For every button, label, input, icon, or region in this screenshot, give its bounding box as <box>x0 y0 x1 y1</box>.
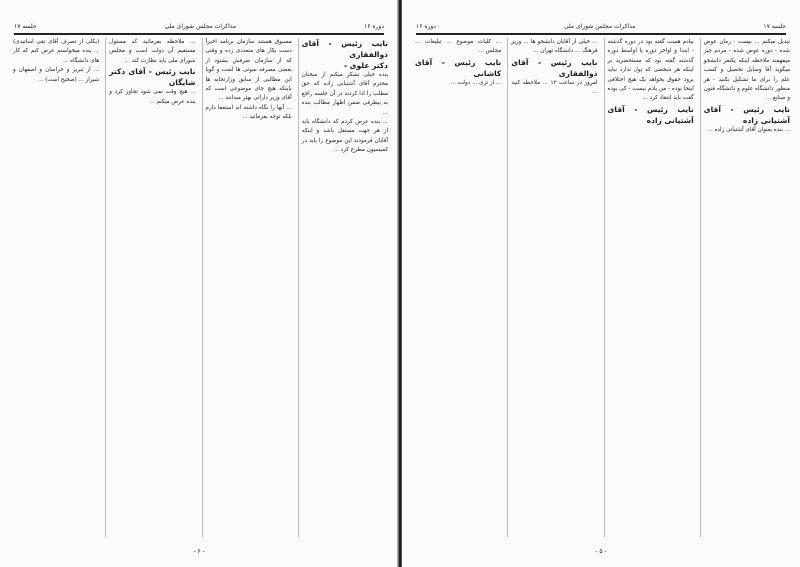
session-label: جلسه ۱۷ <box>763 22 786 30</box>
paragraph: ... هیچ وقت نمی شود تجاوز کرد و بنده عرض میکنم ... <box>109 89 196 105</box>
header-rule <box>416 33 786 35</box>
paragraph: بنده خیلی تشکر میکنم از سخنان محترم آقای آشتیانی زاده که حق مطلب را ادا کردند در آن جلسه راجع به بیطرفی ضمن اظهار مطالب بنده ... <box>301 72 388 116</box>
paragraph: ... بنده بعنوان آقای آشتیانی زاده ... <box>707 126 790 133</box>
paragraph: امروز در ساعت ۱۲ ... ملاحظه کنید ... <box>511 79 598 96</box>
speaker-heading: نایب رئیس - آقای کاشانی <box>415 57 502 78</box>
text-column <box>202 38 292 537</box>
text-column <box>105 38 195 537</box>
paragraph: ... بنده عرض کردم که دانشگاه باید از هر جهت مستقل باشد و اینکه آقایان فرمودند این موضوع را باید در کمیسیون مطرح کرد ... <box>301 119 388 154</box>
right-page-header <box>416 20 786 32</box>
speaker-heading: دکتر علوی - <box>343 61 388 70</box>
speaker-heading: نایب رئیس - آقای آشتیانی زاده <box>703 104 790 125</box>
speaker-heading: نایب رئیس - آقای ذوالفقاری <box>511 57 598 78</box>
page-number: - ۶ - <box>193 548 205 555</box>
paragraph: ... از تبریز و خراسان و اصفهان و شیراز ... (صحیح است) ... <box>13 67 100 83</box>
paragraph: (بکلی از تصرف آقای تقی اساتیدی) ... بنده میخواستم عرض کنم که کار های دانشگاه ... <box>13 39 100 64</box>
page-number: - ۵ - <box>595 548 607 555</box>
text-column <box>700 38 790 537</box>
paragraph: ... کلیات موضوع ... تبلیغات ... مجلس ... <box>415 39 502 55</box>
session-label: جلسه ۱۷ <box>14 22 37 30</box>
right-page-columns <box>412 38 790 537</box>
paragraph: تبدیل میکنم ... بیست - زمان عوض شده - دوره عوض شده - مردم چیز میفهمند ملاحظه اینکه یکنفر دانشجو میگوید آقا وسایل تحصیل و کسب علم را برای ما تشکیل بکنید - هر منظور دانشگاه علوم و دانشگاه فنون و صنایع ... <box>703 39 790 102</box>
publication-title: مذاکرات مجلس شورای ملی <box>164 22 237 30</box>
text-column <box>10 38 99 537</box>
paragraph: ... آنها را نگاه داشته اند استعفا دارم بلکه توجه بفرمائید ... <box>205 104 292 121</box>
left-page <box>0 0 398 567</box>
speaker-heading: نایب رئیس - آقای ذوالفقاری <box>301 39 388 59</box>
paragraph: مسبوق هستند سازمان برنامه اخیراً دست بکار های متعددی زده و وقتی که از سازمان صرفش بشنود از بعضی مصرفه سوئی ها است و گویا این مطالبی از سابق وزارتخانه ها باینکه هیچ جای موضوعی است که آقای وزیر دارائی بهتر میدانند ... <box>205 39 292 102</box>
paragraph: بیادم هست گفته بود در دوره گذشته - ابتدا و اواخر دوره یا اواسط دوره گذشته گفته بود که مستحضرید بر اینکه هر شخصی که پول ندارد نباید برود حقوق بخواهد یک هیچ اختلافی اینجا بوده - من یادم نیست - کی بوده گفت باید انتقاد کرد ... <box>607 39 694 102</box>
text-column <box>298 38 388 537</box>
text-column <box>507 38 597 537</box>
speaker-heading: نایب رئیس - آقای آشتیانی زاده <box>607 104 694 125</box>
paragraph: ... خیلی از آقایان دانشجو ها ... وزیر فرهنگ ... دانشگاه تهران ... <box>511 39 598 55</box>
speaker-heading: نایب رئیس - آقای دکتر شایگان <box>109 67 196 88</box>
left-page-columns <box>10 38 388 537</box>
paragraph: ... از تزی ... دولت ... <box>450 79 502 86</box>
text-column <box>412 38 501 537</box>
text-column <box>604 38 694 537</box>
term-label: دوره ۱۶ <box>416 22 436 30</box>
paragraph: ... ملاحظه بفرمائید که مسئول مستقیم آن دولت است و مجلس شورای ملی باید نظارت کند ... <box>109 39 196 64</box>
term-label: دوره ۱۶ <box>364 22 384 30</box>
publication-title: مذاکرات مجلس شورای ملی <box>563 22 636 30</box>
header-rule <box>14 33 384 35</box>
left-page-header <box>14 20 384 32</box>
right-page <box>402 0 800 567</box>
